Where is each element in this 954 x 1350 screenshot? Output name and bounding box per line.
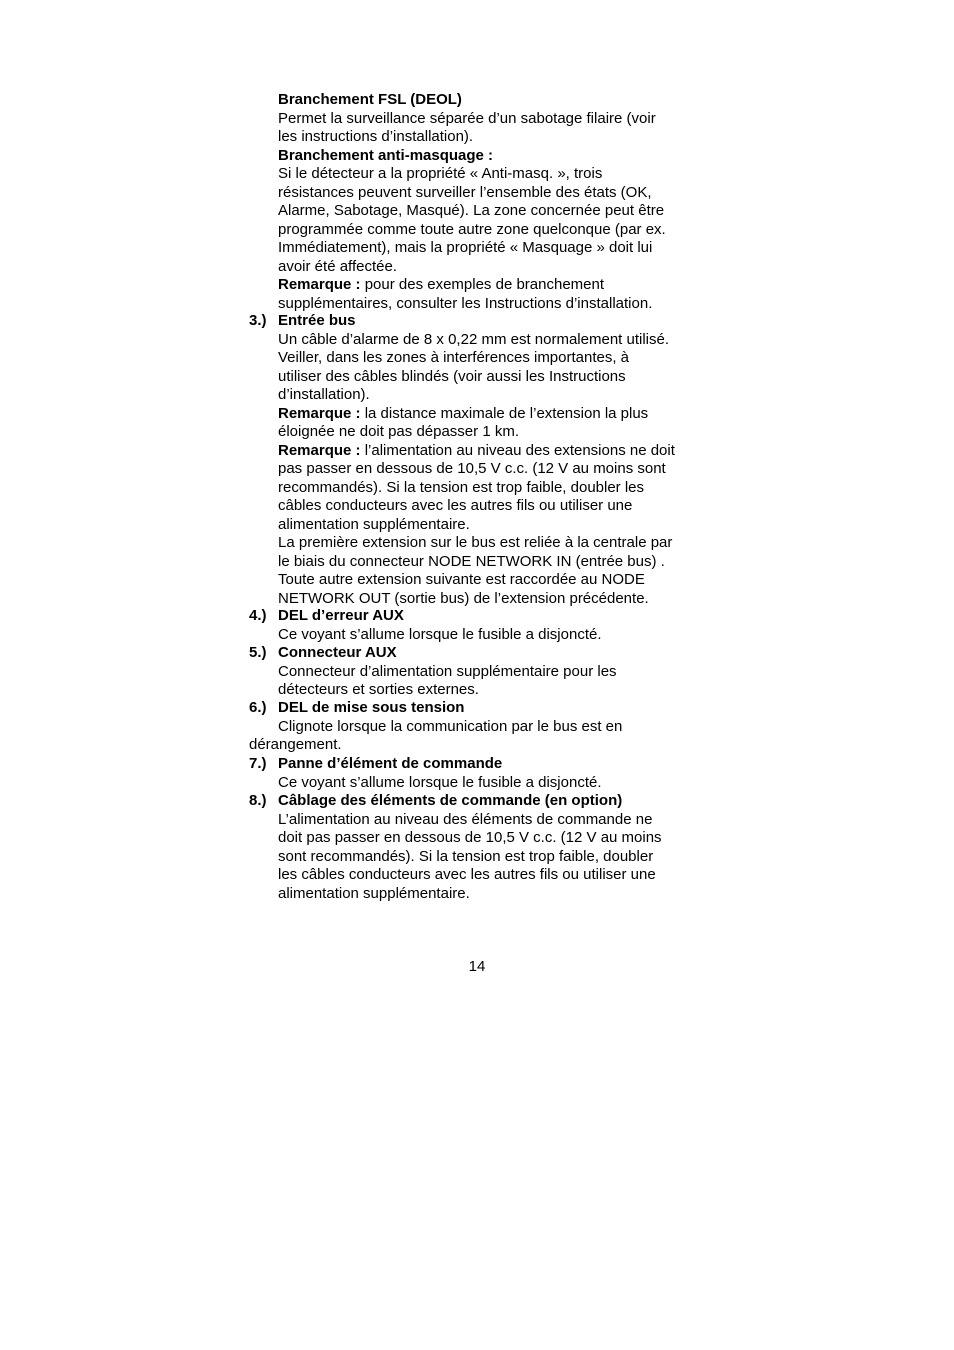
s3-line: d’installation).	[278, 386, 370, 403]
s3-remark-1	[278, 405, 718, 424]
section-8	[278, 792, 718, 903]
s3-tail-line: NETWORK OUT (sortie bus) de l’extension précédente.	[278, 589, 649, 607]
section-4	[278, 607, 718, 644]
section-number: 5.)	[249, 644, 267, 661]
remark-label: Remarque :	[278, 441, 361, 459]
s6-heading: DEL de mise sous tension	[278, 699, 465, 716]
s3-remark-1-cont: éloignée ne doit pas dépasser 1 km.	[278, 423, 519, 440]
remark-text: la distance maximale de l’extension la plus	[360, 404, 649, 422]
s3-heading: Entrée bus	[278, 312, 356, 329]
s3-tail-line: Toute autre extension suivante est raccordée au NODE	[278, 571, 645, 588]
anti-line: avoir été affectée.	[278, 257, 397, 275]
s8-line: doit pas passer en dessous de 10,5 V c.c. (12 V au moins	[278, 829, 662, 846]
section-number: 7.)	[249, 755, 267, 772]
section-7	[278, 755, 718, 792]
anti-line: Alarme, Sabotage, Masqué). La zone concernée peut être	[278, 202, 665, 219]
s5-line: détecteurs et sorties externes.	[278, 681, 479, 698]
section-fsl	[278, 91, 718, 147]
s3-tail-line: La première extension sur le bus est reliée à la centrale par	[278, 534, 673, 551]
section-anti-masquage	[278, 147, 718, 314]
fsl-line: Permet la surveillance séparée d’un sabotage filaire (voir	[278, 109, 656, 127]
anti-remark	[278, 276, 718, 295]
s3-tail-line: le biais du connecteur NODE NETWORK IN (entrée bus) .	[278, 552, 665, 570]
anti-line: programmée comme toute autre zone quelconque (par ex.	[278, 220, 666, 238]
remark-label: Remarque :	[278, 404, 361, 422]
section-6	[278, 699, 718, 736]
s6-line-wrap: dérangement.	[249, 736, 342, 753]
s5-heading: Connecteur AUX	[278, 644, 397, 661]
fsl-heading: Branchement FSL (DEOL)	[278, 91, 462, 108]
s8-line: sont recommandés). Si la tension est trop faible, doubler	[278, 847, 654, 865]
section-3	[278, 312, 718, 608]
fsl-line: les instructions d’installation).	[278, 128, 474, 145]
s3-line: Veiller, dans les zones à interférences importantes, à	[278, 349, 630, 366]
anti-heading: Branchement anti-masquage :	[278, 146, 494, 164]
section-number: 3.)	[249, 312, 267, 329]
s7-heading: Panne d’élément de commande	[278, 755, 503, 772]
s4-line: Ce voyant s’allume lorsque le fusible a disjoncté.	[278, 625, 602, 643]
anti-remark-cont: supplémentaires, consulter les Instructions d’installation.	[278, 294, 653, 312]
s8-heading: Câblage des éléments de commande (en option)	[278, 792, 623, 809]
s8-line: alimentation supplémentaire.	[278, 884, 470, 902]
section-number: 6.)	[249, 699, 267, 716]
s5-line: Connecteur d’alimentation supplémentaire pour les	[278, 662, 617, 680]
s3-line: utiliser des câbles blindés (voir aussi les Instructions	[278, 367, 626, 385]
s3-remark-2	[278, 442, 718, 461]
section-number: 4.)	[249, 607, 267, 624]
s8-line: L’alimentation au niveau des éléments de commande ne	[278, 810, 653, 828]
s3-remark-2-cont: pas passer en dessous de 10,5 V c.c. (12 V au moins sont	[278, 460, 666, 477]
s3-remark-2-cont: câbles conducteurs avec les autres fils ou utiliser une	[278, 497, 633, 514]
section-5	[278, 644, 718, 700]
s3-remark-2-cont: alimentation supplémentaire.	[278, 515, 470, 533]
remark-text: l’alimentation au niveau des extensions ne doit	[360, 441, 675, 459]
page-number: 14	[468, 958, 486, 975]
s7-line: Ce voyant s’allume lorsque le fusible a disjoncté.	[278, 773, 602, 791]
s6-line: Clignote lorsque la communication par le bus est en	[278, 717, 623, 735]
anti-line: Si le détecteur a la propriété « Anti-masq. », trois	[278, 165, 603, 182]
s4-heading: DEL d’erreur AUX	[278, 607, 404, 624]
anti-line: résistances peuvent surveiller l’ensemble des états (OK,	[278, 183, 652, 201]
remark-text: pour des exemples de branchement	[360, 276, 605, 293]
s3-remark-2-cont: recommandés). Si la tension est trop faible, doubler les	[278, 478, 645, 496]
section-number: 8.)	[249, 792, 267, 809]
remark-label: Remarque :	[278, 276, 361, 293]
anti-line: Immédiatement), mais la propriété « Masquage » doit lui	[278, 239, 653, 256]
s8-line: les câbles conducteurs avec les autres fils ou utiliser une	[278, 866, 656, 883]
s3-line: Un câble d’alarme de 8 x 0,22 mm est normalement utilisé.	[278, 330, 670, 348]
